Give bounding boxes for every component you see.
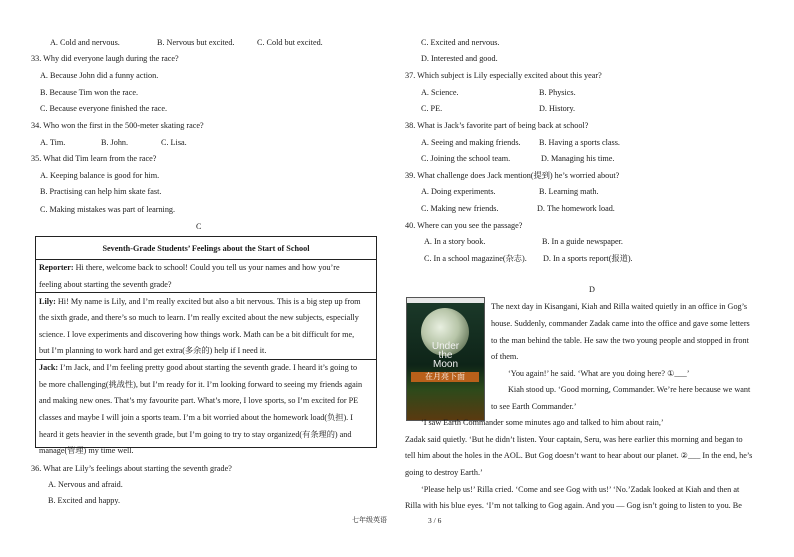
jack-line: classes and maybe I will join a sports team. I’m a bit worried about the homework load(负担). I [39,413,353,422]
footer-page-number: 3 / 6 [428,516,442,525]
passage-line: ‘Please help us!’ Rilla cried. ‘Come and see Gog with us!’ ‘No.’Zadak looked at Kiah and then at [421,485,740,494]
jack-line: manage(管理) my time well. [39,446,134,455]
lily-line: the sixth grade, and there’s so much to learn. I’m really excited about the new subjects, especially [39,313,359,322]
q32-option-a: A. Cold and nervous. [50,38,120,47]
q32-option-c: C. Cold but excited. [257,38,323,47]
q37-option-d: D. History. [539,104,576,113]
q34-option-a: A. Tim. [40,138,66,147]
table-divider [35,259,377,260]
q33-option-a: A. Because John did a funny action. [40,71,159,80]
q40-option-b: B. In a guide newspaper. [542,237,623,246]
q33-option-c: C. Because everyone finished the race. [40,104,168,113]
q40-option-a: A. In a story book. [424,237,486,246]
q38-option-c: C. Joining the school team. [421,154,511,163]
table-divider [35,292,377,293]
q39-option-c: C. Making new friends. [421,204,499,213]
passage-line: of them. [491,352,519,361]
q35-option-b: B. Practising can help him skate fast. [40,187,162,196]
q37-question: 37. Which subject is Lily especially excited about this year? [405,71,602,80]
q36-option-c: C. Excited and nervous. [421,38,500,47]
reporter-text: Hi there, welcome back to school! Could you tell us your names and how you’re [73,263,340,272]
passage-line: to see Earth Commander.’ [491,402,577,411]
reporter-line: feeling about starting the seventh grade? [39,280,172,289]
passage-line: tell him about the holes in the AOL. But Gog doesn’t want to hear about our planet. ②___ In the end, he’s [405,451,753,460]
jack-line: be more challenging(挑战性), but I’m ready for it. I’m looking forward to seeing my friends again [39,380,363,389]
q37-option-a: A. Science. [421,88,459,97]
q38-option-a: A. Seeing and making friends. [421,138,521,147]
lily-line: but I’m planning to work hard and get extra(多余的) help if I need it. [39,346,267,355]
passage-line: The next day in Kisangani, Kiah and Rilla waited quietly in an office in Gog’s [491,302,748,311]
q38-question: 38. What is Jack’s favorite part of being back at school? [405,121,589,130]
passage-line: Zadak said quietly. ‘But he didn’t listen. Your captain, Seru, was here earlier this morning and began to [405,435,743,444]
q37-option-c: C. PE. [421,104,443,113]
jack-speaker: Jack: [39,363,59,372]
passage-line: Kiah stood up. ‘Good morning, Commander. We’re here because we want [508,385,751,394]
q39-option-d: D. The homework load. [537,204,615,213]
q40-option-d: D. In a sports report(报道). [543,254,633,263]
cover-title-line: Moon [432,359,458,370]
lily-line: science. I love experiments and discovering how things work. Math can be a bit difficult for me, [39,330,355,339]
q34-option-b: B. John. [101,138,129,147]
passage-line: ‘You again!’ he said. ‘What are you doing here? ①___’ [508,369,690,378]
lily-text: Hi! My name is Lily, and I’m really excited but also a bit nervous. This is a big step up from [55,297,361,306]
jack-line: and making new ones. That’s my favourite part. What’s more, I love sports, so I’m excited for PE [39,396,359,405]
q40-question: 40. Where can you see the passage? [405,221,523,230]
passage-line: going to destroy Earth.’ [405,468,483,477]
jack-text: I’m Jack, and I’m feeling pretty good about starting the seventh grade. I heard it’s going to [58,363,358,372]
passage-line: ‘I saw Earth Commander some minutes ago and talked to him about rain,’ [421,418,664,427]
q37-option-b: B. Physics. [539,88,576,97]
section-d-heading: D [589,285,595,294]
q40-option-c: C. In a school magazine(杂志). [424,254,527,263]
passage-line: Rilla with his blue eyes. ‘I’m not talking to Gog again. And you — Gog isn’t going to listen to you. Be [405,501,742,510]
q39-option-a: A. Doing experiments. [421,187,496,196]
table-title: Seventh-Grade Students’ Feelings about the Start of School [102,244,310,253]
q33-option-b: B. Because Tim won the race. [40,88,139,97]
cover-top-strip [407,298,484,303]
table-divider [35,359,377,360]
lily-speaker: Lily: [39,297,56,306]
q36-question: 36. What are Lily’s feelings about starting the seventh grade? [31,464,232,473]
passage-line: to the man behind the table. He saw the two young people and stopped in front [491,336,749,345]
lily-line [39,298,361,306]
q38-option-d: D. Managing his time. [541,154,615,163]
q36-option-d: D. Interested and good. [421,54,498,63]
q36-option-a: A. Nervous and afraid. [48,480,123,489]
q35-option-c: C. Making mistakes was part of learning. [40,205,176,214]
jack-line: heard it gets heavier in the seventh grade, but I’m going to try to stay organized(有条理的) and [39,430,352,439]
reporter-line [39,264,340,272]
q33-question: 33. Why did everyone laugh during the race? [31,54,179,63]
reporter-speaker: Reporter: [39,263,74,272]
cover-chinese-title: 在月亮下面 [411,372,479,382]
q34-option-c: C. Lisa. [161,138,187,147]
q36-option-b: B. Excited and happy. [48,496,120,505]
q38-option-b: B. Having a sports class. [539,138,620,147]
q34-question: 34. Who won the first in the 500-meter skating race? [31,121,204,130]
passage-line: house. Suddenly, commander Zadak came into the office and gave some letters [491,319,750,328]
jack-line [39,364,357,372]
q35-option-a: A. Keeping balance is good for him. [40,171,160,180]
book-cover-image [406,297,485,421]
cover-title-line: the [438,350,453,361]
q39-question: 39. What challenge does Jack mention(提到) he’s worried about? [405,171,620,180]
section-c-heading: C [196,222,202,231]
q35-question: 35. What did Tim learn from the race? [31,154,157,163]
footer-subject: 七年级英语 [352,516,387,524]
q39-option-b: B. Learning math. [539,187,599,196]
q32-option-b: B. Nervous but excited. [157,38,235,47]
cover-title-line: Under [431,341,460,352]
